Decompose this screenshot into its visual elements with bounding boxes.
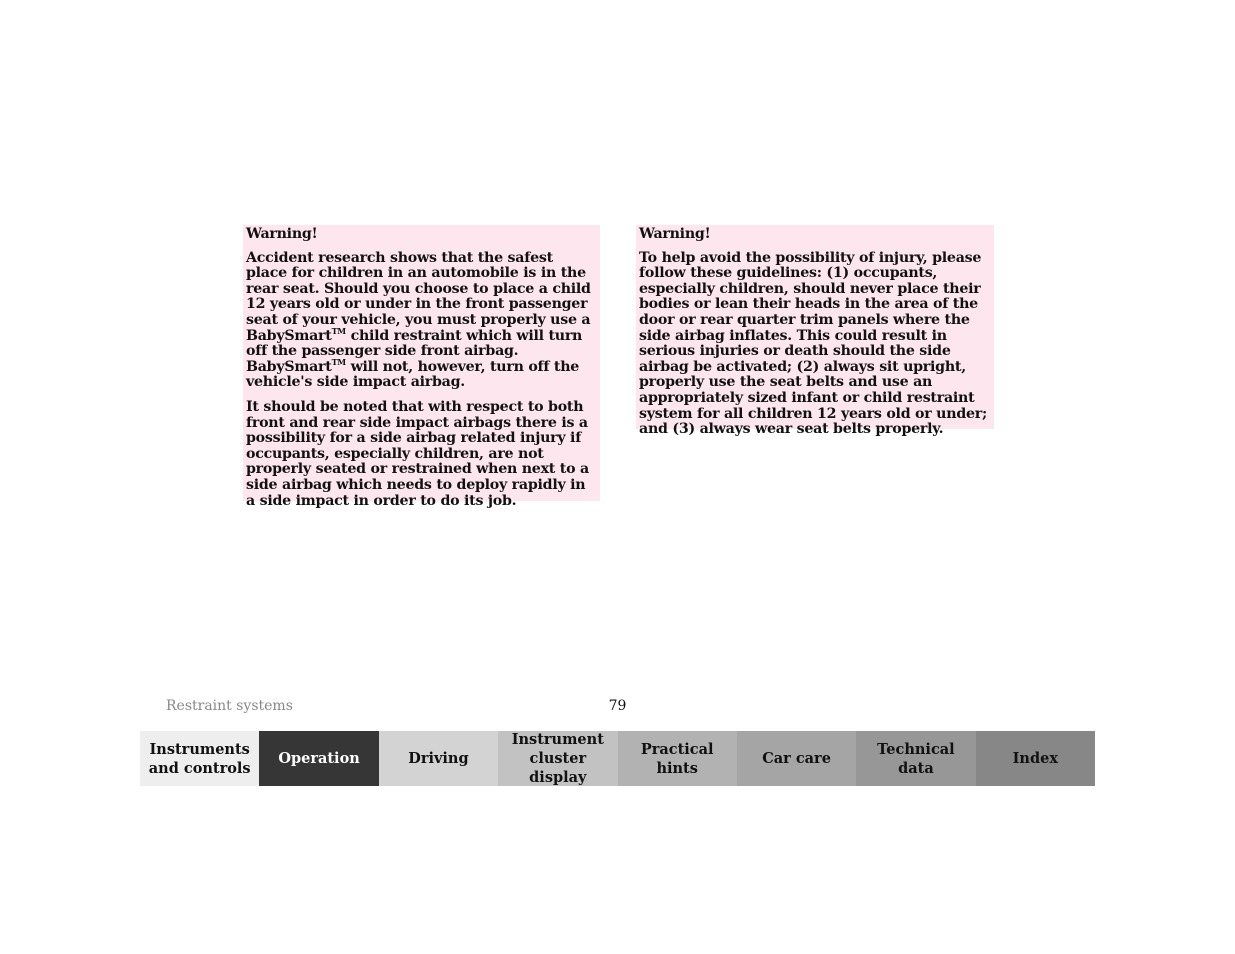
nav-tab-practical-hints[interactable]: Practical hints (618, 731, 737, 786)
warning-paragraph (246, 251, 596, 391)
warning-title: Warning! (246, 226, 318, 242)
warning-text: Accident research shows that the safest place for children in an automobile is in the rear seat. Should you choose to place a child 12 years old or under in the front passenger seat of your vehicle, you must properly use a BabySmart (246, 249, 591, 344)
nav-tab-instruments-and-controls[interactable]: Instruments and controls (140, 731, 259, 786)
nav-tab-car-care[interactable]: Car care (737, 731, 856, 786)
nav-tab-technical-data[interactable]: Technical data (856, 731, 975, 786)
page-number: 79 (608, 698, 627, 714)
warning-box-right (636, 225, 994, 438)
chapter-nav-bar (140, 731, 1095, 786)
section-title: Restraint systems (166, 698, 293, 714)
nav-tab-driving[interactable]: Driving (379, 731, 498, 786)
trademark-symbol: TM (331, 325, 346, 336)
warning-box-left (243, 225, 600, 509)
nav-tab-operation[interactable]: Operation (259, 731, 378, 786)
warning-paragraph: To help avoid the possibility of injury, please follow these guidelines: (1) occupants, especially children, should never place their bodies or lean their heads in the area of the door or rear quarter trim panels where the side airbag inflates. This could result in serious injuries or death should the side airbag be activated; (2) always sit upright, properly use the seat belts and use an appropriately sized infant or child restraint system for all children 12 years old or under; and (3) always wear seat belts properly. (639, 249, 987, 438)
nav-tab-instrument-cluster-display[interactable]: Instrument cluster display (498, 731, 617, 786)
warning-paragraph: It should be noted that with respect to both front and rear side impact airbags there is a possibility for a side airbag related injury if occupants, especially children, are not properly seated or restrained when next to a side airbag which needs to deploy rapidly in a side impact in order to do its job. (246, 398, 589, 509)
trademark-symbol: TM (331, 356, 346, 367)
warning-title: Warning! (639, 226, 711, 242)
warning-text: will not, however, turn off the vehicle's side impact airbag. (246, 358, 580, 391)
nav-tab-index[interactable]: Index (976, 731, 1095, 786)
warning-text: child restraint which will turn off the passenger side front airbag. BabySmart (246, 327, 583, 375)
